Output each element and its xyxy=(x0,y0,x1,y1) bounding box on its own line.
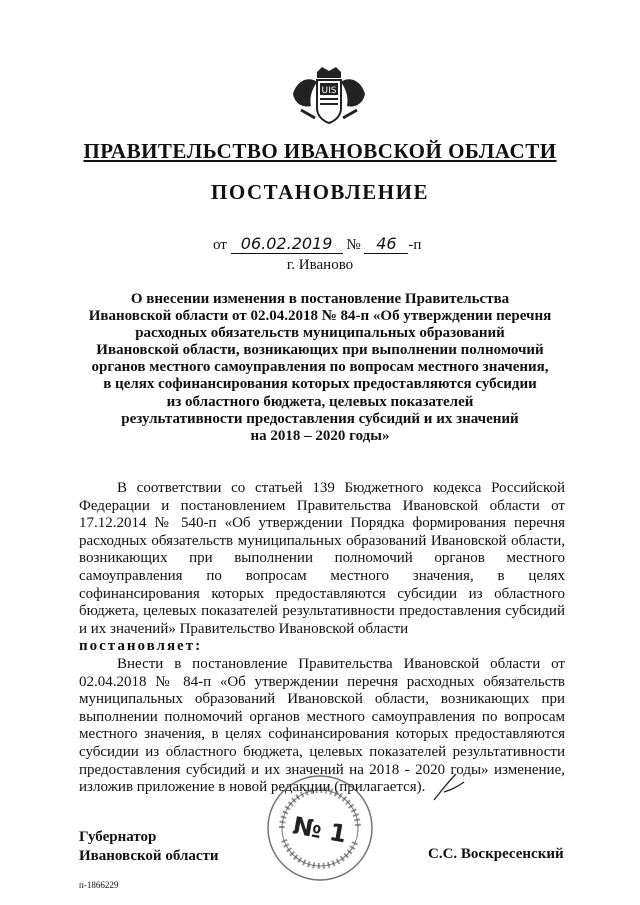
handwritten-date: 06.02.2019 xyxy=(231,234,343,254)
number-sign: № xyxy=(346,237,361,253)
date-prefix: от xyxy=(213,237,227,253)
resolves-word: постановляет: xyxy=(79,638,203,655)
body-paragraph-preamble: В соответствии со статьей 139 Бюджетного кодекса Российской Федерации и постановлением Правительства Ивановской области от 17.12.2014 № 540-п «Об утверждении Порядка формирования перечня расходных обязательств муниципальных образований Ивановской области, возникающих при выполнении полномочий органов местного самоуправления по вопросам местного значения, в целях софинансирования которых предоставляются субсидии из областного бюджета, целевых показателей результативности предоставления субсидий и их значений» Правительство Ивановской области xyxy=(79,480,565,637)
document-code: п-1866229 xyxy=(79,880,119,890)
document-title: О внесении изменения в постановление Правительства Ивановской области от 02.04.2018 № 84-п «Об утверждении перечня расходных обязательств муниципальных образований Ивановской области, возникающих при выполнении полномочий органов местного самоуправления по вопросам местного значения, в целях софинансирования которых предоставляются субсидии из областного бюджета, целевых показателей результативности предоставления субсидий и их значений на 2018 – 2020 годы» xyxy=(88,291,552,444)
round-stamp-icon xyxy=(262,770,378,886)
coat-of-arms-icon xyxy=(287,66,371,126)
signer-position: Губернатор Ивановской области xyxy=(79,829,219,864)
document-body xyxy=(79,480,565,797)
signature-icon xyxy=(430,772,470,802)
signer-name: С.С. Воскресенский xyxy=(428,846,564,862)
stamp-number: № 1 xyxy=(290,811,349,849)
registration-line xyxy=(213,234,421,254)
org-title: ПРАВИТЕЛЬСТВО ИВАНОВСКОЙ ОБЛАСТИ xyxy=(83,139,557,163)
city: г. Иваново xyxy=(286,257,354,273)
number-suffix: -п xyxy=(408,237,422,253)
body-paragraph-resolution: Внести в постановление Правительства Ивановской области от 02.04.2018 № 84-п «Об утверждении перечня расходных обязательств муниципальных образований Ивановской области, возникающих при выполнении полномочий органов местного самоуправления по вопросам местного значения, в целях софинансирования которых предоставляются субсидии из областного бюджета, целевых показателей результативности предоставления субсидий и их значений на 2018 - 2020 годы» изменение, изложив приложение в новой редакции (прилагается). xyxy=(79,655,565,796)
handwritten-number: 46 xyxy=(364,234,408,254)
doc-type: ПОСТАНОВЛЕНИЕ xyxy=(211,180,429,204)
emblem-text: UIS xyxy=(321,86,337,96)
